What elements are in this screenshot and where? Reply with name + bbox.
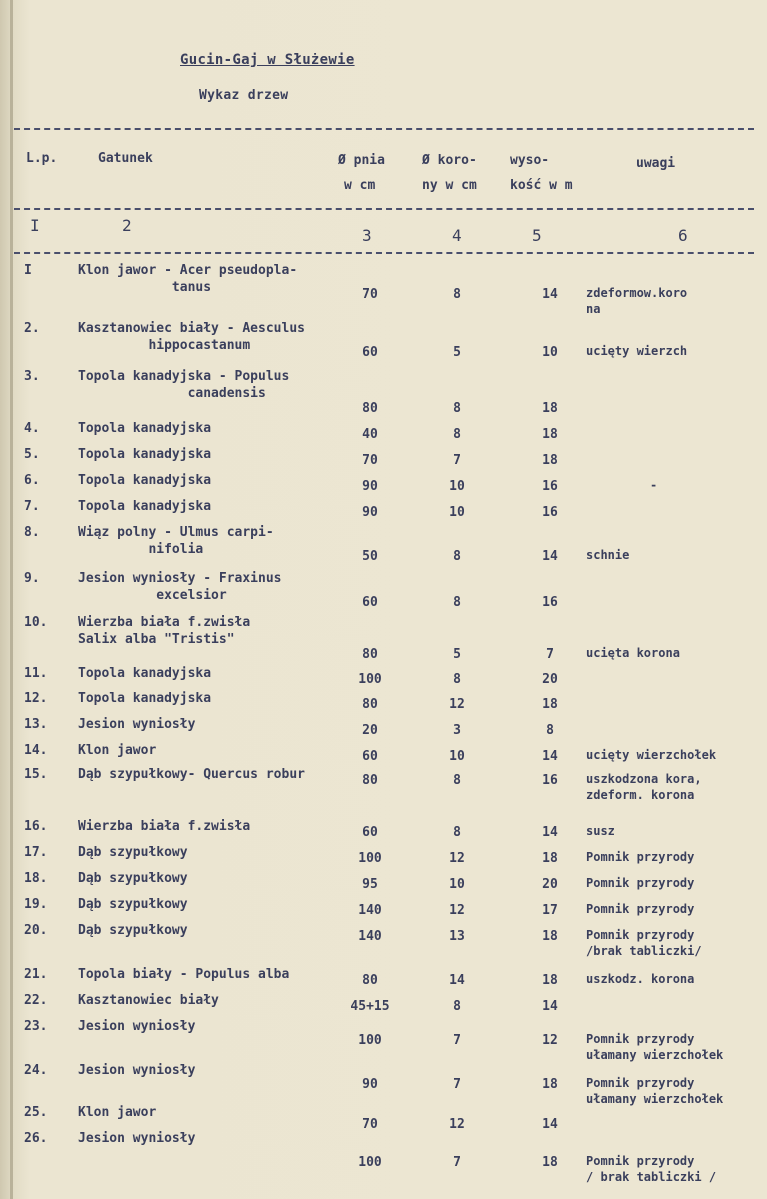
row-gatunek: Jesion wyniosły [78,1063,196,1078]
header-pien-line2: w cm [344,178,376,193]
row-gatunek: excelsior [78,588,227,603]
row-pien: 90 [362,505,378,520]
row-lp: 13. [24,717,48,732]
row-korona: 7 [453,1033,461,1048]
row-korona: 7 [453,453,461,468]
row-korona: 13 [449,929,465,944]
row-lp: 20. [24,923,48,938]
row-gatunek: Salix alba "Tristis" [78,632,235,647]
row-gatunek: Topola kanadyjska [78,473,212,488]
row-lp: 18. [24,871,48,886]
row-pien: 50 [362,549,378,564]
row-uwagi: ucięty wierzchołek [586,748,717,762]
row-gatunek: Wiąz polny - Ulmus carpi- [78,525,274,540]
row-korona: 8 [453,401,461,416]
row-korona: 8 [453,999,461,1014]
row-wysokosc: 16 [542,773,558,788]
row-lp: 16. [24,819,48,834]
row-gatunek: Dąb szypułkowy [78,845,188,860]
header-korona-line1: Ø koro- [422,153,477,168]
row-gatunek: Topola biały - Populus alba [78,967,290,982]
row-pien: 140 [358,903,382,918]
column-number-2: 2 [122,216,132,235]
row-lp: 23. [24,1019,48,1034]
row-lp: 26. [24,1131,48,1146]
row-korona: 3 [453,723,461,738]
row-uwagi: na [586,302,601,316]
row-lp: 17. [24,845,48,860]
header-gatunek: Gatunek [98,151,153,166]
row-pien: 95 [362,877,378,892]
row-pien: 60 [362,345,378,360]
row-pien: 80 [362,773,378,788]
row-wysokosc: 16 [542,505,558,520]
row-wysokosc: 14 [542,549,558,564]
row-lp: 19. [24,897,48,912]
row-korona: 5 [453,647,461,662]
column-number-6: 6 [678,226,688,245]
row-gatunek: Klon jawor [78,1105,157,1120]
row-wysokosc: 18 [542,851,558,866]
row-pien: 80 [362,647,378,662]
row-lp: 15. [24,767,48,782]
row-korona: 10 [449,479,465,494]
row-pien: 80 [362,401,378,416]
page-fold-edge [10,0,13,1199]
row-gatunek: Topola kanadyjska - Populus [78,369,290,384]
row-korona: 10 [449,877,465,892]
header-korona-line2: ny w cm [422,178,477,193]
document-subtitle: Wykaz drzew [199,88,289,103]
row-korona: 8 [453,773,461,788]
row-korona: 12 [449,903,465,918]
header-bottom-rule [14,208,754,210]
row-korona: 7 [453,1155,461,1170]
row-lp: 4. [24,421,40,436]
row-korona: 8 [453,595,461,610]
row-wysokosc: 14 [542,1117,558,1132]
column-number-5: 5 [532,226,542,245]
row-pien: 70 [362,1117,378,1132]
row-gatunek: Topola kanadyjska [78,691,212,706]
row-uwagi: Pomnik przyrody [586,850,695,864]
row-gatunek: Kasztanowiec biały [78,993,219,1008]
row-wysokosc: 17 [542,903,558,918]
row-gatunek: Topola kanadyjska [78,666,212,681]
row-wysokosc: 20 [542,877,558,892]
row-pien: 70 [362,453,378,468]
row-uwagi: Pomnik przyrody [586,1076,695,1090]
header-wysokosc-line1: wyso- [510,153,550,168]
row-gatunek: Dąb szypułkowy [78,897,188,912]
row-uwagi: ucięta korona [586,646,680,660]
row-gatunek: Klon jawor [78,743,157,758]
header-pien-line1: Ø pnia [338,153,385,168]
row-wysokosc: 20 [542,672,558,687]
header-wysokosc-line2: kość w m [510,178,573,193]
row-wysokosc: 8 [546,723,554,738]
row-gatunek: Klon jawor - Acer pseudopla- [78,263,298,278]
header-lp: L.p. [26,151,58,166]
row-uwagi: Pomnik przyrody [586,928,695,942]
row-lp: 5. [24,447,40,462]
row-pien: 60 [362,825,378,840]
row-uwagi: - [650,478,658,492]
row-uwagi: uszkodz. korona [586,972,695,986]
row-gatunek: Jesion wyniosły [78,1131,196,1146]
row-korona: 7 [453,1077,461,1092]
row-gatunek: Kasztanowiec biały - Aesculus [78,321,305,336]
row-wysokosc: 7 [546,647,554,662]
row-uwagi: uszkodzona kora, [586,772,702,786]
row-wysokosc: 14 [542,825,558,840]
column-number-3: 3 [362,226,372,245]
row-uwagi: zdeformow.koro [586,286,688,300]
document-title: Gucin-Gaj w Służewie [180,52,355,68]
row-wysokosc: 12 [542,1033,558,1048]
row-pien: 80 [362,697,378,712]
row-uwagi: zdeform. korona [586,788,695,802]
row-lp: 21. [24,967,48,982]
row-gatunek: canadensis [78,386,266,401]
row-pien: 100 [358,672,382,687]
row-pien: 100 [358,1155,382,1170]
row-lp: 10. [24,615,48,630]
row-lp: 14. [24,743,48,758]
row-uwagi: schnie [586,548,630,562]
row-gatunek: Dąb szypułkowy- Quercus robur [78,767,305,782]
row-lp: 2. [24,321,40,336]
row-korona: 8 [453,287,461,302]
row-uwagi: Pomnik przyrody [586,1032,695,1046]
row-pien: 60 [362,595,378,610]
row-pien: 140 [358,929,382,944]
row-gatunek: Wierzba biała f.zwisła [78,615,251,630]
row-uwagi: ułamany wierzchołek [586,1048,724,1062]
row-korona: 12 [449,851,465,866]
row-wysokosc: 18 [542,1155,558,1170]
row-gatunek: Jesion wyniosły [78,1019,196,1034]
row-lp: 7. [24,499,40,514]
row-pien: 80 [362,973,378,988]
table-top-rule [14,128,754,130]
row-uwagi: Pomnik przyrody [586,876,695,890]
row-korona: 10 [449,505,465,520]
row-gatunek: Jesion wyniosły [78,717,196,732]
row-wysokosc: 16 [542,479,558,494]
row-gatunek: Topola kanadyjska [78,447,212,462]
row-gatunek: Topola kanadyjska [78,421,212,436]
row-wysokosc: 18 [542,929,558,944]
row-lp: 25. [24,1105,48,1120]
row-lp: 9. [24,571,40,586]
row-korona: 8 [453,672,461,687]
row-pien: 100 [358,1033,382,1048]
row-wysokosc: 18 [542,1077,558,1092]
row-gatunek: tanus [78,280,212,295]
column-number-4: 4 [452,226,462,245]
row-wysokosc: 10 [542,345,558,360]
row-pien: 90 [362,1077,378,1092]
row-pien: 60 [362,749,378,764]
row-wysokosc: 16 [542,595,558,610]
row-wysokosc: 14 [542,287,558,302]
row-wysokosc: 18 [542,401,558,416]
row-lp: 3. [24,369,40,384]
row-lp: 12. [24,691,48,706]
row-lp: I [24,263,32,278]
row-wysokosc: 18 [542,427,558,442]
row-lp: 24. [24,1063,48,1078]
row-korona: 12 [449,697,465,712]
row-pien: 20 [362,723,378,738]
column-number-1: I [30,216,40,235]
row-pien: 70 [362,287,378,302]
row-korona: 14 [449,973,465,988]
row-korona: 8 [453,825,461,840]
row-wysokosc: 18 [542,973,558,988]
row-lp: 6. [24,473,40,488]
row-pien: 100 [358,851,382,866]
row-gatunek: Wierzba biała f.zwisła [78,819,251,834]
row-pien: 40 [362,427,378,442]
row-uwagi: ułamany wierzchołek [586,1092,724,1106]
row-lp: 8. [24,525,40,540]
row-wysokosc: 14 [542,999,558,1014]
row-lp: 11. [24,666,48,681]
numbers-bottom-rule [14,252,754,254]
row-uwagi: susz [586,824,615,838]
row-uwagi: Pomnik przyrody [586,1154,695,1168]
row-wysokosc: 14 [542,749,558,764]
row-korona: 10 [449,749,465,764]
header-uwagi: uwagi [636,156,676,171]
row-uwagi: Pomnik przyrody [586,902,695,916]
row-korona: 8 [453,427,461,442]
row-pien: 45+15 [350,999,390,1014]
row-korona: 12 [449,1117,465,1132]
row-uwagi: / brak tabliczki / [586,1170,717,1184]
row-lp: 22. [24,993,48,1008]
row-pien: 90 [362,479,378,494]
row-wysokosc: 18 [542,453,558,468]
row-gatunek: Jesion wyniosły - Fraxinus [78,571,282,586]
row-gatunek: Topola kanadyjska [78,499,212,514]
row-gatunek: nifolia [78,542,204,557]
row-gatunek: Dąb szypułkowy [78,923,188,938]
row-korona: 5 [453,345,461,360]
row-uwagi: ucięty wierzch [586,344,688,358]
row-uwagi: /brak tabliczki/ [586,944,702,958]
row-wysokosc: 18 [542,697,558,712]
row-gatunek: Dąb szypułkowy [78,871,188,886]
row-gatunek: hippocastanum [78,338,251,353]
row-korona: 8 [453,549,461,564]
